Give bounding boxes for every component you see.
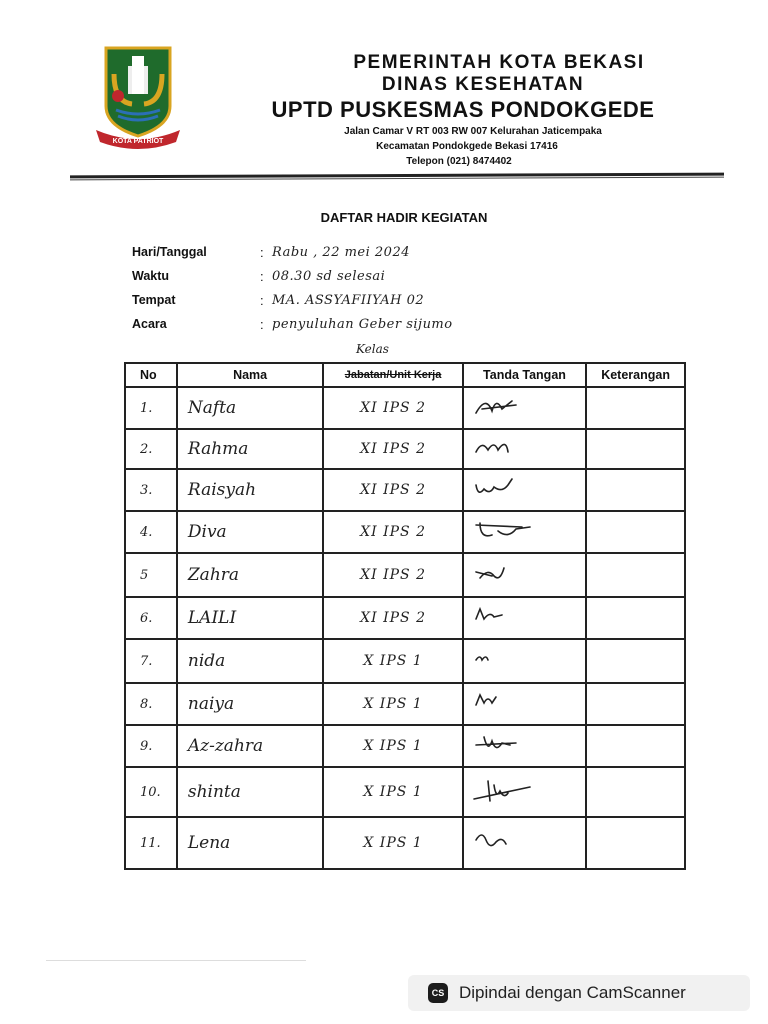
table-row — [125, 597, 685, 639]
signature-scribble — [472, 434, 536, 464]
letterhead-phone: Telepon (021) 8474402 — [406, 156, 512, 167]
row-remarks — [586, 725, 685, 767]
signature-scribble — [472, 646, 536, 676]
signature-scribble — [472, 828, 536, 858]
row-number: 1. — [125, 387, 177, 429]
row-name: naiya — [177, 683, 323, 725]
row-number: 9. — [125, 725, 177, 767]
row-number: 10. — [125, 767, 177, 817]
row-class: XI IPS 2 — [323, 597, 462, 639]
table-row — [125, 683, 685, 725]
table-row — [125, 725, 685, 767]
header-tanda-tangan: Tanda Tangan — [463, 363, 586, 387]
place-value: MA. ASSYAFIIYAH 02 — [272, 292, 425, 308]
camscanner-text: Dipindai dengan CamScanner — [459, 983, 686, 1002]
event-label: Acara — [132, 317, 167, 331]
row-remarks — [586, 553, 685, 597]
row-class: X IPS 1 — [323, 767, 462, 817]
row-number: 5 — [125, 553, 177, 597]
row-class: XI IPS 2 — [323, 511, 462, 553]
signature-scribble — [472, 603, 536, 633]
row-name: LAILI — [177, 597, 323, 639]
row-class: X IPS 1 — [323, 639, 462, 683]
header-keterangan: Keterangan — [586, 363, 685, 387]
letterhead-department: DINAS KESEHATAN — [381, 74, 585, 95]
row-remarks — [586, 469, 685, 511]
signature-scribble — [472, 560, 536, 590]
row-class: X IPS 1 — [323, 725, 462, 767]
colon: : — [260, 292, 264, 308]
row-class: XI IPS 2 — [323, 469, 462, 511]
table-row — [125, 429, 685, 469]
row-number: 8. — [125, 683, 177, 725]
row-name: Nafta — [177, 387, 323, 429]
row-number: 6. — [125, 597, 177, 639]
row-signature — [463, 553, 586, 597]
row-name: Zahra — [177, 553, 323, 597]
row-name: Lena — [177, 817, 323, 869]
row-remarks — [586, 683, 685, 725]
letterhead — [238, 52, 688, 169]
date-value: Rabu , 22 mei 2024 — [272, 244, 410, 260]
row-number: 4. — [125, 511, 177, 553]
signature-scribble — [472, 777, 536, 807]
signature-scribble — [472, 393, 536, 423]
row-name: nida — [177, 639, 323, 683]
row-class: XI IPS 2 — [323, 553, 462, 597]
signature-scribble — [472, 517, 536, 547]
row-remarks — [586, 511, 685, 553]
date-label: Hari/Tanggal — [132, 245, 207, 259]
row-class: X IPS 1 — [323, 817, 462, 869]
row-signature — [463, 469, 586, 511]
info-row-date — [132, 240, 632, 264]
signature-scribble — [472, 689, 536, 719]
table-row — [125, 469, 685, 511]
attendance-table — [124, 362, 686, 870]
row-class: X IPS 1 — [323, 683, 462, 725]
row-signature — [463, 817, 586, 869]
row-remarks — [586, 817, 685, 869]
info-row-time — [132, 264, 632, 288]
camscanner-badge — [408, 975, 750, 1011]
row-number: 7. — [125, 639, 177, 683]
row-signature — [463, 767, 586, 817]
time-label: Waktu — [132, 269, 170, 283]
colon: : — [260, 244, 264, 260]
row-signature — [463, 725, 586, 767]
place-label: Tempat — [132, 293, 176, 307]
table-row — [125, 553, 685, 597]
letterhead-institution: UPTD PUSKESMAS PONDOKGEDE — [271, 97, 655, 122]
row-number: 11. — [125, 817, 177, 869]
row-name: Az-zahra — [177, 725, 323, 767]
row-name: Raisyah — [177, 469, 323, 511]
signature-scribble — [472, 475, 536, 505]
table-header-row — [125, 363, 685, 387]
row-signature — [463, 597, 586, 639]
time-value: 08.30 sd selesai — [272, 268, 386, 284]
table-row — [125, 511, 685, 553]
colon: : — [260, 268, 264, 284]
table-row — [125, 767, 685, 817]
row-name: Diva — [177, 511, 323, 553]
row-signature — [463, 429, 586, 469]
row-remarks — [586, 387, 685, 429]
row-name: shinta — [177, 767, 323, 817]
header-nama: Nama — [177, 363, 323, 387]
table-row — [125, 817, 685, 869]
row-remarks — [586, 429, 685, 469]
row-remarks — [586, 767, 685, 817]
row-number: 3. — [125, 469, 177, 511]
row-number: 2. — [125, 429, 177, 469]
table-row — [125, 387, 685, 429]
row-remarks — [586, 639, 685, 683]
row-class: XI IPS 2 — [323, 387, 462, 429]
attendance-table-body — [125, 387, 685, 869]
letterhead-government: PEMERINTAH KOTA BEKASI — [353, 52, 645, 73]
table-row — [125, 639, 685, 683]
row-signature — [463, 387, 586, 429]
scan-edge-line — [46, 960, 306, 961]
logo-caption: KOTA PATRIOT — [112, 138, 164, 145]
document-title: DAFTAR HADIR KEGIATAN — [320, 210, 488, 225]
event-value: penyuluhan Geber sijumo — [272, 316, 453, 332]
info-row-event — [132, 312, 632, 336]
colon: : — [260, 316, 264, 332]
header-jabatan: Jabatan/Unit Kerja — [323, 363, 462, 387]
row-name: Rahma — [177, 429, 323, 469]
signature-scribble — [472, 731, 536, 761]
row-signature — [463, 683, 586, 725]
row-class: XI IPS 2 — [323, 429, 462, 469]
row-remarks — [586, 597, 685, 639]
header-no: No — [125, 363, 177, 387]
camscanner-icon: CS — [428, 983, 448, 1003]
row-signature — [463, 639, 586, 683]
info-row-place — [132, 288, 632, 312]
event-info — [132, 240, 632, 336]
letterhead-address: Jalan Camar V RT 003 RW 007 Kelurahan Jaticempaka — [344, 126, 602, 137]
row-signature — [463, 511, 586, 553]
handwritten-column-correction: Kelas — [356, 342, 389, 356]
letterhead-district: Kecamatan Pondokgede Bekasi 17416 — [376, 141, 558, 152]
kota-bekasi-logo — [92, 44, 184, 152]
